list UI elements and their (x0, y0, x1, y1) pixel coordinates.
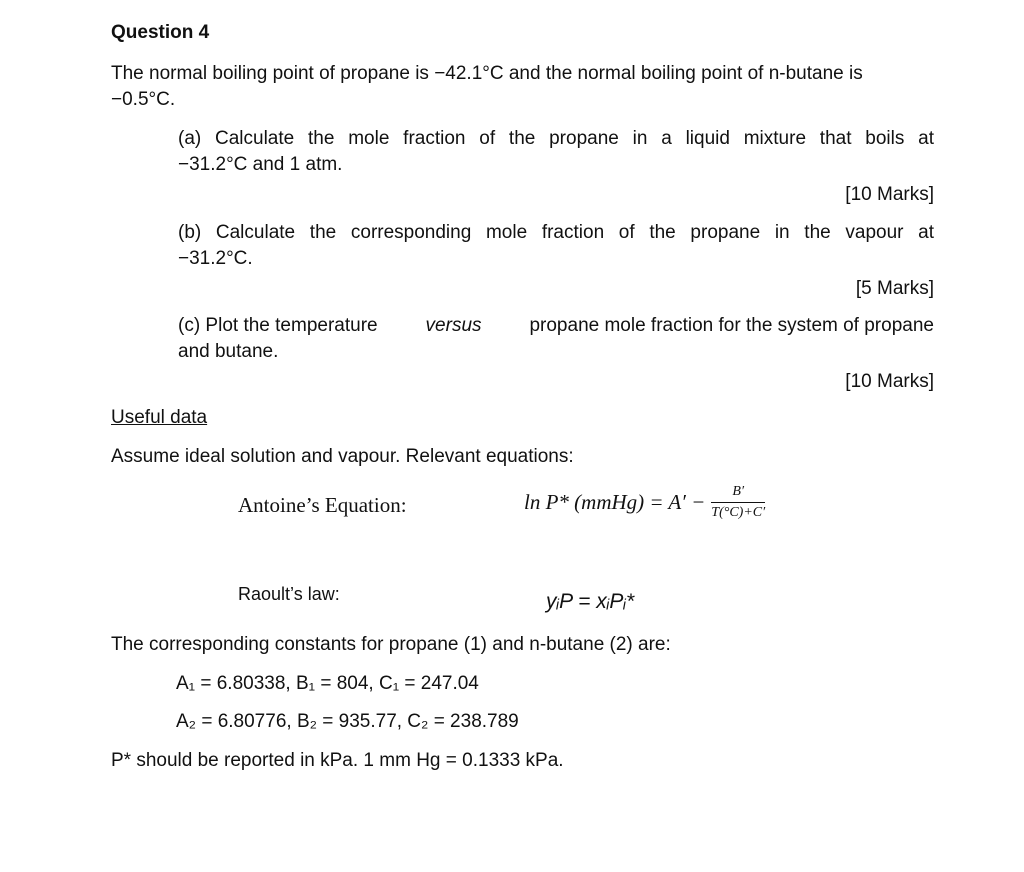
assume-text: Assume ideal solution and vapour. Relevant equations: (111, 446, 574, 467)
useful-data-heading: Useful data (111, 407, 208, 428)
part-a-line-1: (a) Calculate the mole fraction of the propane in a liquid mixture that boils at (178, 128, 934, 149)
part-b-line-2: −31.2°C. (178, 248, 253, 269)
part-c-suffix: propane mole fraction for the system of propane (529, 315, 934, 336)
part-a-line-2: −31.2°C and 1 atm. (178, 154, 343, 175)
part-a-marks: [10 Marks] (845, 184, 934, 205)
antoine-numerator: B′ (711, 484, 765, 503)
antoine-equation (524, 484, 765, 521)
intro-line-1: The normal boiling point of propane is −42.1°C and the normal boiling point of n-butane is (111, 63, 863, 84)
part-c-versus: versus (425, 315, 482, 336)
constants-propane: A₁ = 6.80338, B₁ = 804, C₁ = 247.04 (176, 673, 479, 694)
units-note: P* should be reported in kPa. 1 mm Hg = 0.1333 kPa. (111, 750, 564, 771)
raoult-equation: yᵢP = xᵢPᵢ* (546, 590, 635, 613)
part-c-line-1 (178, 313, 934, 339)
antoine-label: Antoine’s Equation: (238, 493, 407, 517)
part-c-prefix: (c) Plot the temperature (178, 315, 378, 336)
antoine-fraction (711, 484, 765, 521)
raoult-label: Raoult’s law: (238, 584, 340, 604)
part-c-marks: [10 Marks] (845, 371, 934, 392)
constants-intro: The corresponding constants for propane (1) and n-butane (2) are: (111, 634, 671, 655)
antoine-lhs: ln P* (mmHg) = A′ − (524, 490, 706, 514)
constants-butane: A₂ = 6.80776, B₂ = 935.77, C₂ = 238.789 (176, 711, 519, 732)
antoine-denominator: T(°C)+C′ (711, 505, 766, 520)
part-c-line-2: and butane. (178, 341, 279, 362)
part-b-line-1: (b) Calculate the corresponding mole fraction of the propane in the vapour at (178, 222, 934, 243)
part-b-marks: [5 Marks] (855, 278, 934, 299)
question-title: Question 4 (111, 22, 210, 43)
intro-line-2: −0.5°C. (111, 89, 176, 110)
